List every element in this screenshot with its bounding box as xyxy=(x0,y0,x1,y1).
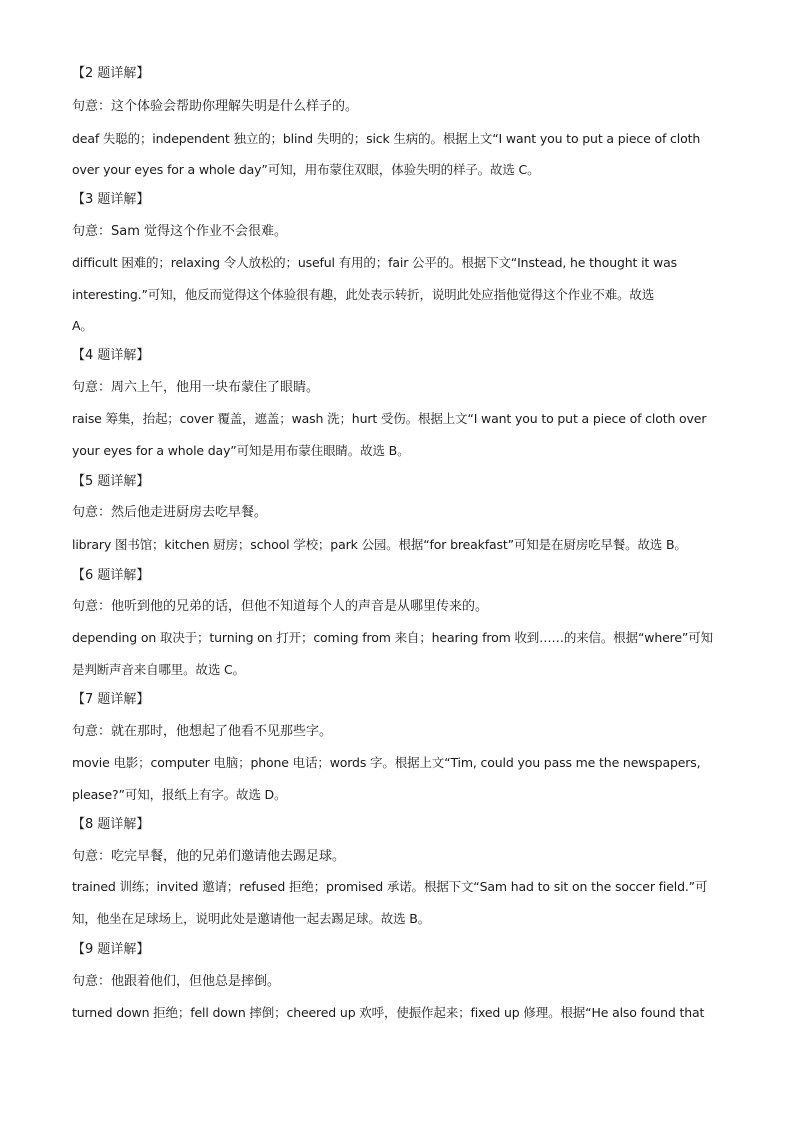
section-heading: 【6 题详解】 xyxy=(72,568,150,583)
explanation-line: interesting.”可知，他反而觉得这个体验很有趣，此处表示转折，说明此处应指他觉得这个作业不难。故选 xyxy=(72,287,655,302)
section-heading: 【5 题详解】 xyxy=(72,474,150,489)
explanation-line: deaf 失聪的；independent 独立的；blind 失明的；sick 生病的。根据上文“I want you to put a piece of cloth xyxy=(72,131,701,146)
explanation-line: please?”可知，报纸上有字。故选 D。 xyxy=(72,787,287,802)
sentence-meaning: 句意：周六上午，他用一块布蒙住了眼睛。 xyxy=(72,380,320,395)
explanation-line: turned down 拒绝；fell down 摔倒；cheered up 欢呼，使振作起来；fixed up 修理。根据“He also found that xyxy=(72,1005,705,1020)
section-heading: 【4 题详解】 xyxy=(72,348,150,363)
section-heading: 【2 题详解】 xyxy=(72,66,150,81)
sentence-meaning: 句意：Sam 觉得这个作业不会很难。 xyxy=(72,224,288,239)
sentence-meaning: 句意：这个体验会帮助你理解失明是什么样子的。 xyxy=(72,99,359,114)
explanation-line: library 图书馆；kitchen 厨房；school 学校；park 公园。根据“for breakfast”可知是在厨房吃早餐。故选 B。 xyxy=(72,537,687,552)
explanation-line: 知，他坐在足球场上，说明此处是邀请他一起去踢足球。故选 B。 xyxy=(72,911,431,926)
explanation-line: 是判断声音来自哪里。故选 C。 xyxy=(72,662,245,677)
sentence-meaning: 句意：吃完早餐，他的兄弟们邀请他去踢足球。 xyxy=(72,849,346,864)
explanation-line: A。 xyxy=(72,318,93,333)
explanation-line: over your eyes for a whole day”可知，用布蒙住双眼，体验失明的样子。故选 C。 xyxy=(72,162,540,177)
sentence-meaning: 句意：他跟着他们，但他总是摔倒。 xyxy=(72,974,281,989)
sentence-meaning: 句意：然后他走进厨房去吃早餐。 xyxy=(72,505,268,520)
section-heading: 【7 题详解】 xyxy=(72,692,150,707)
explanation-line: depending on 取决于；turning on 打开；coming from 来自；hearing from 收到……的来信。根据“where”可知 xyxy=(72,630,713,645)
section-heading: 【3 题详解】 xyxy=(72,192,150,207)
explanation-line: raise 筹集，抬起；cover 覆盖，遮盖；wash 洗；hurt 受伤。根据上文“I want you to put a piece of cloth over xyxy=(72,411,707,426)
sentence-meaning: 句意：他听到他的兄弟的话，但他不知道每个人的声音是从哪里传来的。 xyxy=(72,599,489,614)
explanation-line: trained 训练；invited 邀请；refused 拒绝；promised 承诺。根据下文“Sam had to sit on the soccer field.”可 xyxy=(72,879,708,894)
explanation-line: your eyes for a whole day”可知是用布蒙住眼睛。故选 B。 xyxy=(72,443,410,458)
section-heading: 【9 题详解】 xyxy=(72,942,150,957)
explanation-line: difficult 困难的；relaxing 令人放松的；useful 有用的；fair 公平的。根据下文“Instead, he thought it was xyxy=(72,255,677,270)
section-heading: 【8 题详解】 xyxy=(72,817,150,832)
explanation-line: movie 电影；computer 电脑；phone 电话；words 字。根据上文“Tim, could you pass me the newspapers, xyxy=(72,755,701,770)
sentence-meaning: 句意：就在那时，他想起了他看不见那些字。 xyxy=(72,724,333,739)
